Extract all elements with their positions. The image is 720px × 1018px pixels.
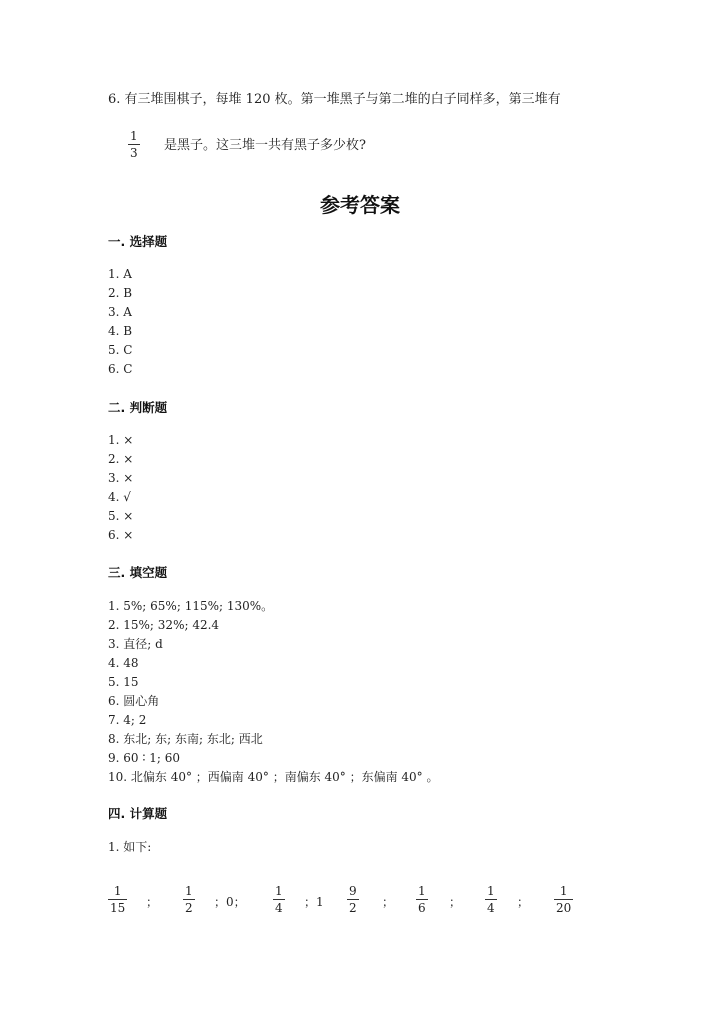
section-heading-fill: 三. 填空题 <box>108 565 168 580</box>
fraction-denominator: 6 <box>418 901 426 915</box>
answer-item: 2. 15%; 32%; 42.4 <box>108 618 220 632</box>
answer-item: 6. C <box>108 362 133 376</box>
question-6-line-2: 是黑子。这三堆一共有黑子多少枚? <box>164 138 366 153</box>
fraction-bar <box>416 899 428 900</box>
section-heading-choice: 一. 选择题 <box>108 234 168 249</box>
fraction-denominator: 15 <box>110 901 126 915</box>
result-fraction <box>108 884 127 915</box>
fraction-numerator: 1 <box>113 884 122 898</box>
fraction-bar <box>273 899 285 900</box>
answer-item: 5. C <box>108 343 133 357</box>
fraction-numerator: 1 <box>185 884 193 898</box>
result-fraction <box>183 884 195 915</box>
fraction-numerator: 1 <box>130 129 138 143</box>
question-6-fraction <box>128 129 140 160</box>
fraction-numerator: 9 <box>349 884 357 898</box>
answer-item: 10. 北偏东 40° ；西偏南 40° ；南偏东 40° ；东偏南 40° 。 <box>108 770 439 784</box>
fraction-numerator: 1 <box>487 884 495 898</box>
answer-item: 5. 15 <box>108 675 139 689</box>
answer-item: 2. × <box>108 452 134 466</box>
section-heading-judge: 二. 判断题 <box>108 400 168 415</box>
choice-answer-list <box>108 265 132 379</box>
result-separator: ； <box>449 895 462 909</box>
answer-item: 2. B <box>108 286 133 300</box>
fraction-bar <box>347 899 359 900</box>
answer-item: 5. × <box>108 509 134 523</box>
fraction-bar <box>485 899 497 900</box>
fraction-denominator: 4 <box>487 901 495 915</box>
fraction-bar <box>128 144 140 145</box>
fraction-numerator: 1 <box>418 884 426 898</box>
fraction-denominator: 2 <box>185 901 193 915</box>
answer-item: 4. B <box>108 324 133 338</box>
answer-item: 3. 直径; d <box>108 637 163 651</box>
answer-item: 6. × <box>108 528 134 542</box>
fraction-bar <box>108 899 127 900</box>
result-fraction <box>554 884 573 915</box>
answer-item: 7. 4; 2 <box>108 713 147 727</box>
fraction-denominator: 2 <box>349 901 357 915</box>
fraction-numerator: 1 <box>275 884 283 898</box>
result-fraction <box>347 884 359 915</box>
answer-item: 9. 60 ∶ 1; 60 <box>108 751 181 765</box>
result-fraction <box>485 884 497 915</box>
answer-item: 6. 圆心角 <box>108 694 160 708</box>
fraction-denominator: 20 <box>556 901 572 915</box>
answer-item: 1. 5%; 65%; 115%; 130%。 <box>108 599 274 613</box>
question-6-line-1: 6. 有三堆围棋子，每堆 120 枚。第一堆黑子与第二堆的白子同样多，第三堆有 <box>108 92 561 107</box>
result-fraction <box>273 884 285 915</box>
answer-item: 1. × <box>108 433 134 447</box>
result-separator: ； <box>146 895 159 909</box>
calc-intro: 1. 如下: <box>108 840 152 854</box>
answer-title: 参考答案 <box>320 193 400 217</box>
fraction-numerator: 1 <box>559 884 568 898</box>
result-separator: ；0； <box>214 895 246 909</box>
answer-item: 4. √ <box>108 490 131 504</box>
result-fraction <box>416 884 428 915</box>
fraction-bar <box>554 899 573 900</box>
section-heading-calc: 四. 计算题 <box>108 806 168 821</box>
result-separator: ；1 <box>304 895 324 909</box>
answer-item: 8. 东北; 东; 东南; 东北; 西北 <box>108 732 263 746</box>
answer-item: 3. A <box>108 305 132 319</box>
answer-item: 3. × <box>108 471 134 485</box>
result-separator: ； <box>382 895 395 909</box>
answer-item: 4. 48 <box>108 656 139 670</box>
fraction-denominator: 4 <box>275 901 283 915</box>
judge-answer-list <box>108 431 133 545</box>
answer-item: 1. A <box>108 267 132 281</box>
fraction-denominator: 3 <box>130 146 138 160</box>
fraction-bar <box>183 899 195 900</box>
result-separator: ； <box>517 895 530 909</box>
fill-answer-list <box>108 597 439 787</box>
